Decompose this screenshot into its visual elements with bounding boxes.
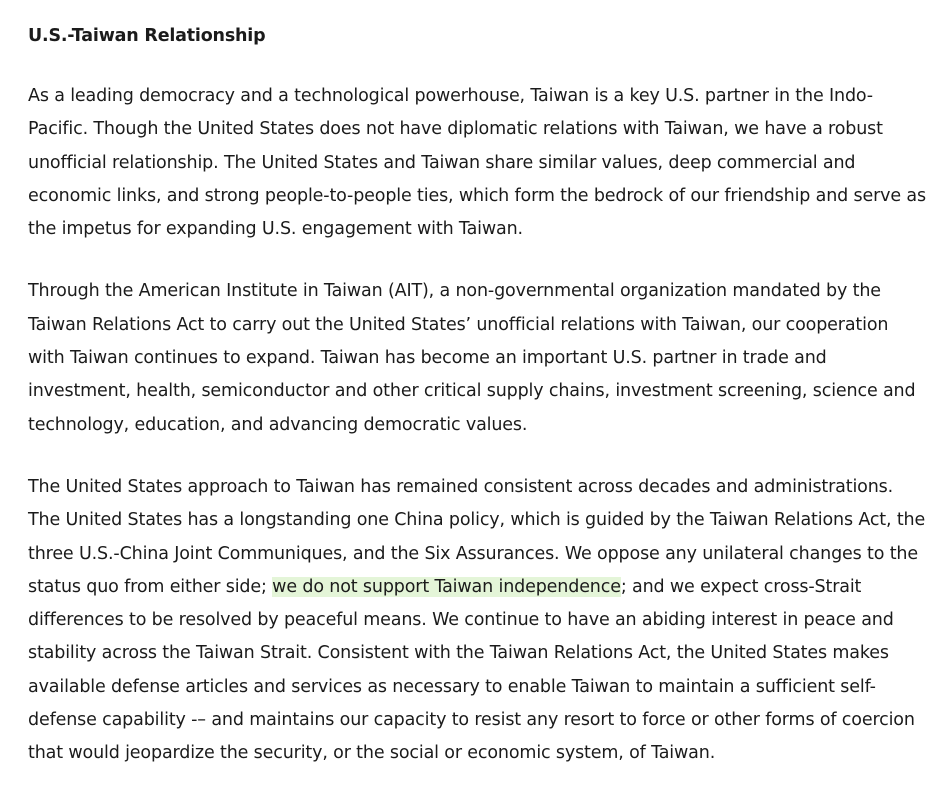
paragraph-1: As a leading democracy and a technological powerhouse, Taiwan is a key U.S. partner in the Indo-Pacific. Though the United States does not have diplomatic relations with Taiwan, we have a robust unofficial relationship. The United States and Taiwan share similar values, deep commercial and economic links, and strong people-to-people ties, which form the bedrock of our friendship and serve as the impetus for expanding U.S. engagement with Taiwan.: [28, 86, 926, 240]
article-section: [28, 20, 928, 800]
paragraph-3-before: The United States approach to Taiwan has remained consistent across decades and administrations. The United States has a longstanding one China policy, which is guided by the Taiwan Relations Act, the three U.S.-China Joint Communiques, and the Six Assurances. We oppose any unilateral changes to the status quo from either side;: [28, 476, 926, 597]
paragraph-3-after: ; and we expect cross-Strait differences to be resolved by peaceful means. We continue to have an abiding interest in peace and stability across the Taiwan Strait. Consistent with the Taiwan Relations Act, the United States makes available defense articles and services as necessary to enable Taiwan to maintain a sufficient self-defense capability -– and maintains our capacity to resist any resort to force or other forms of coercion that would jeopardize the security, or the social or economic system, of Taiwan.: [28, 576, 915, 764]
paragraph-2: Through the American Institute in Taiwan (AIT), a non-governmental organization mandated by the Taiwan Relations Act to carry out the United States’ unofficial relations with Taiwan, our cooperation with Taiwan continues to expand. Taiwan has become an important U.S. partner in trade and investment, health, semiconductor and other critical supply chains, investment screening, science and technology, education, and advancing democratic values.: [28, 281, 916, 435]
section-heading: U.S.-Taiwan Relationship: [28, 26, 266, 46]
paragraph-3: [28, 471, 928, 771]
highlighted-phrase: we do not support Taiwan independence: [272, 576, 621, 597]
